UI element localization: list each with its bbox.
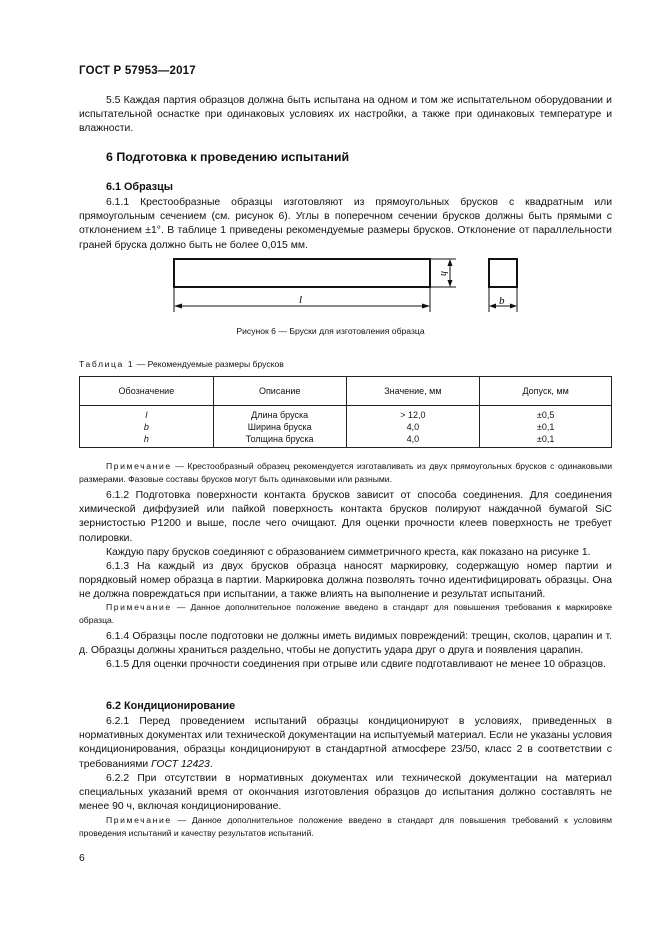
paragraph-6-1-2: 6.1.2 Подготовка поверхности контакта брусков зависит от способа соединения. Для соединения химической диффузией или пайкой поверхность контакта брусков полируют наждачной бумагой SiC зернистостью P1200 и выше, после чего очищают. Для оценки прочности клеев поверхность не требует полировки. Каждую пару брусков соединяют с образованием симметричного креста, как показано на рисунке 1. 6.1.3 На каждый из двух брусков образца наносят маркировку, содержащую номер партии и порядковый номер образца в партии. Маркировка должна позволять точно идентифицировать образцы. Она не должна повреждаться при испытании, а также влиять на выполнение и результат испытаний. xyxy=(79,490,612,601)
table-cell: 4,0 xyxy=(346,421,480,433)
dim-h-arrow-bottom xyxy=(448,280,453,287)
table-cell: ±0,1 xyxy=(480,433,612,448)
bar-side-view xyxy=(174,259,430,287)
table-header-cell: Допуск, мм xyxy=(480,377,612,406)
gost-reference: ГОСТ 12423 xyxy=(151,758,210,770)
note-1: Примечание — Крестообразный образец рекомендуется изготавливать из двух прямоугольных брусков с одинаковыми размерами. Фазовые составы брусков могут быть одинаковыми или разными. xyxy=(79,461,612,484)
paragraph-6-1-4: 6.1.4 Образцы после подготовки не должны иметь видимых повреждений: трещин, сколов, царапин и т. д. Образцы должны храниться раздельно, чтобы не допустить удара друг о друга и появления царапин. 6.1.5 Для оценки прочности соединения при отрыве или сдвиге подготавливают не менее 10 образцов. xyxy=(79,631,612,671)
standard-header: ГОСТ Р 57953—2017 xyxy=(79,65,196,77)
note-2: Примечание — Данное дополнительное положение введено в стандарт для повышения требования к маркировке образца. xyxy=(79,602,612,625)
table-header-row xyxy=(80,377,612,406)
table-cell: l xyxy=(80,406,214,422)
table-cell: ±0,5 xyxy=(480,406,612,422)
dim-l-arrow-left xyxy=(174,304,182,309)
subsection-6-2-title: 6.2 Кондиционирование xyxy=(106,700,236,712)
table-header-cell: Описание xyxy=(213,377,346,406)
dim-h-label: h xyxy=(438,271,449,276)
table-1-caption: Таблица 1 — Рекомендуемые размеры брусков xyxy=(79,359,284,369)
paragraph-6-1-1: 6.1.1 Крестообразные образцы изготовляют из прямоугольных брусков с квадратным или прямоугольным сечением (см. рисунок 6). Углы в поперечном сечении брусков должны быть прямыми с отклонением ±1°. В таблице 1 приведены рекомендуемые размеры брусков. Отклонение от параллельности граней бруска должно быть не более 0,015 мм. xyxy=(79,197,612,251)
page-number: 6 xyxy=(79,853,85,864)
table-row xyxy=(80,433,612,448)
note-3: Примечание — Данное дополнительное положение введено в стандарт для повышения требований к условиям проведения испытаний и качеству результатов испытаний. xyxy=(79,815,612,838)
table-cell: h xyxy=(80,433,214,448)
section-6-title: 6 Подготовка к проведению испытаний xyxy=(106,150,350,164)
table-cell: Толщина бруска xyxy=(213,433,346,448)
dim-b-arrow-right xyxy=(510,304,517,309)
dim-b-label: b xyxy=(499,295,505,307)
table-cell: ±0,1 xyxy=(480,421,612,433)
table-cell: Ширина бруска xyxy=(213,421,346,433)
table-cell: > 12,0 xyxy=(346,406,480,422)
table-cell: b xyxy=(80,421,214,433)
dim-b-arrow-left xyxy=(489,304,496,309)
bar-cross-section xyxy=(489,259,517,287)
table-1-bar-dimensions xyxy=(79,376,612,448)
table-row xyxy=(80,421,612,433)
paragraph-5-5: 5.5 Каждая партия образцов должна быть испытана на одном и том же испытательном оборудовании и испытательной оснастке при одинаковых условиях их настройки, а также при одинаковых температуре и влажности. xyxy=(79,95,612,135)
dim-l-arrow-right xyxy=(422,304,430,309)
dim-l-label: l xyxy=(299,294,303,306)
table-cell: 4,0 xyxy=(346,433,480,448)
table-row xyxy=(80,406,612,422)
subsection-6-1-title: 6.1 Образцы xyxy=(106,181,174,193)
figure-6-caption: Рисунок 6 — Бруски для изготовления образца xyxy=(236,326,425,336)
table-cell: Длина бруска xyxy=(213,406,346,422)
table-header-cell: Значение, мм xyxy=(346,377,480,406)
dim-h-arrow-top xyxy=(448,259,453,266)
figure-6-bars-drawing xyxy=(160,250,530,322)
table-header-cell: Обозначение xyxy=(80,377,214,406)
paragraph-6-2-1: 6.2.1 Перед проведением испытаний образцы кондиционируют в условиях, приведенных в нормативных документах или технической документации на испытуемый материал. Если не указаны условия кондиционирования, образцы кондиционируют в стандартной атмосфере 23/50, класс 2 в соответствии с требованиями ГОСТ 12423. 6.2.2 При отсутствии в нормативных документах или технической документации на материал специальных указаний время от окончания изготовления образцов до испытания должно составлять не менее 90 ч, включая кондиционирование. xyxy=(79,716,612,813)
